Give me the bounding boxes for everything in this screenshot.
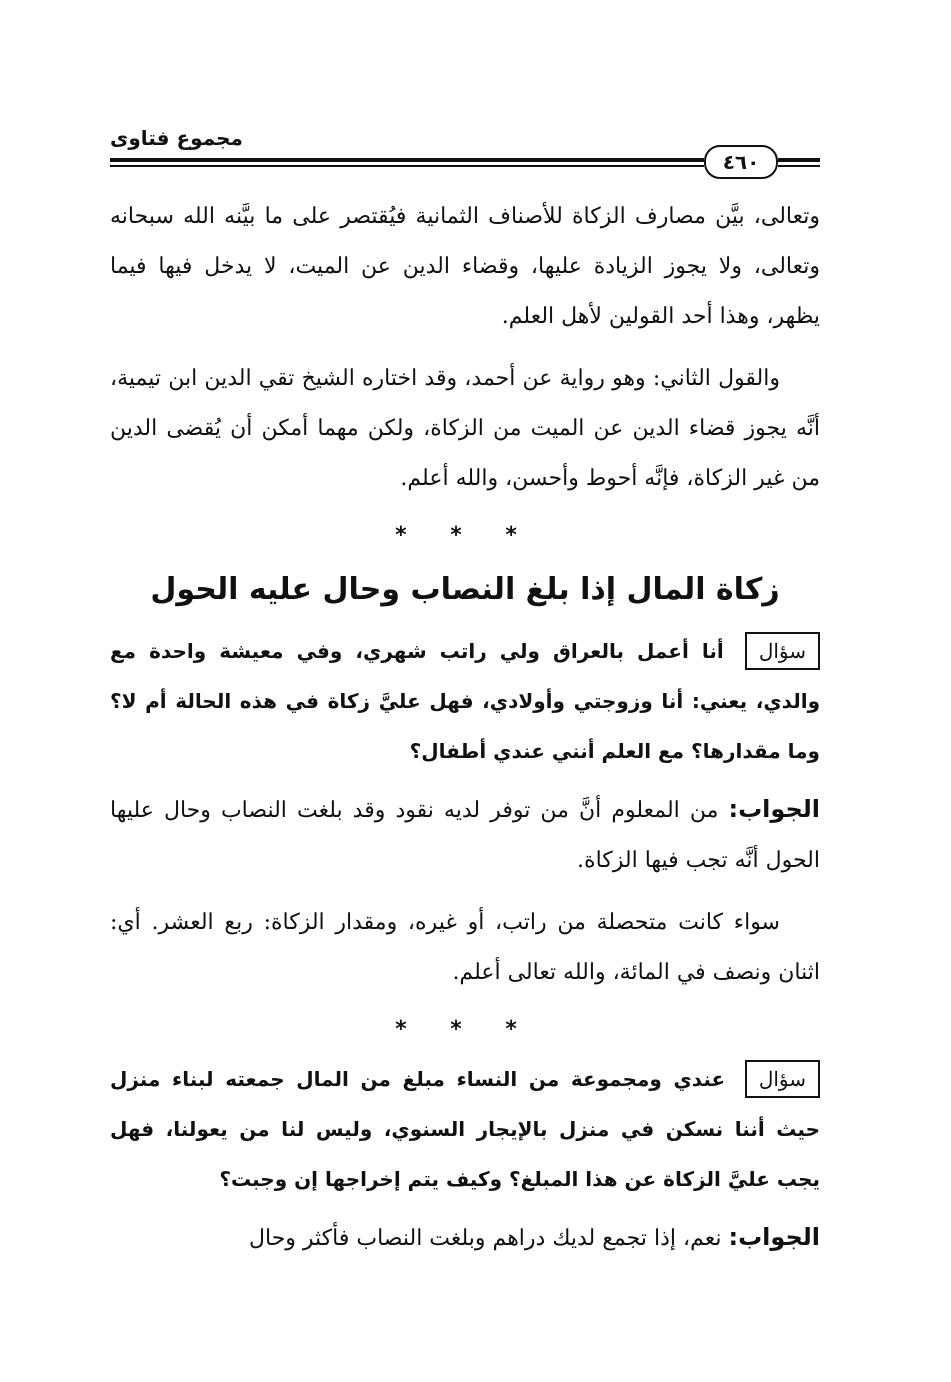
question-label: سؤال (745, 1060, 820, 1098)
answer-label: الجواب: (728, 1223, 820, 1251)
paragraph: والقول الثاني: وهو رواية عن أحمد، وقد اختاره الشيخ تقي الدين ابن تيمية، أنَّه يجوز قضاء الدين عن الميت من الزكاة، ولكن مهما أمكن أن يُقضى الدين من غير الزكاة، فإنَّه أحوط وأحسن، والله أعلم. (110, 366, 820, 491)
section-heading: زكاة المال إذا بلغ النصاب وحال عليه الحول (150, 572, 780, 607)
question-block (110, 626, 820, 776)
answer-text: من المعلوم أنَّ من توفر لديه نقود وقد بلغت النصاب وحال عليها الحول أنَّه تجب فيها الزكاة. (110, 798, 820, 873)
header-rule-right-thin (778, 165, 820, 167)
paragraph: سواء كانت متحصلة من راتب، أو غيره، ومقدار الزكاة: ربع العشر. أي: اثنان ونصف في المائة، والله تعالى أعلم. (110, 910, 820, 985)
question-text: أنا أعمل بالعراق ولي راتب شهري، وفي معيشة واحدة مع والدي، يعني: أنا وزوجتي وأولادي، فهل عليَّ زكاة في هذه الحالة أم لا؟ وما مقدارها؟ مع العلم أنني عندي أطفال؟ (110, 639, 820, 763)
header-rule-right (778, 158, 820, 162)
question-label: سؤال (745, 632, 820, 670)
question-block (110, 1054, 820, 1204)
answer-text: نعم، إذا تجمع لديك دراهم وبلغت النصاب فأكثر وحال (249, 1226, 722, 1251)
answer-block (110, 784, 820, 886)
page-number: ٤٦٠ (704, 145, 778, 179)
header-rule-thin (110, 165, 704, 167)
page-content (110, 192, 820, 1276)
book-title: مجموع فتاوى (110, 126, 243, 150)
section-separator: * * * (395, 523, 535, 548)
section-separator: * * * (395, 1017, 535, 1042)
question-text: عندي ومجموعة من النساء مبلغ من المال جمعته لبناء منزل حيث أننا نسكن في منزل بالإيجار السنوي، وليس لنا من يعولنا، فهل يجب عليَّ الزكاة عن هذا المبلغ؟ وكيف يتم إخراجها إن وجبت؟ (110, 1067, 820, 1191)
answer-label: الجواب: (728, 795, 820, 823)
paragraph: وتعالى، بيَّن مصارف الزكاة للأصناف الثمانية فيُقتصر على ما بيَّنه الله سبحانه وتعالى، ولا يجوز الزيادة عليها، وقضاء الدين عن الميت، لا يدخل فيها فيما يظهر، وهذا أحد القولين لأهل العلم. (110, 204, 820, 329)
header-rule (110, 158, 704, 162)
answer-block (110, 1212, 820, 1264)
